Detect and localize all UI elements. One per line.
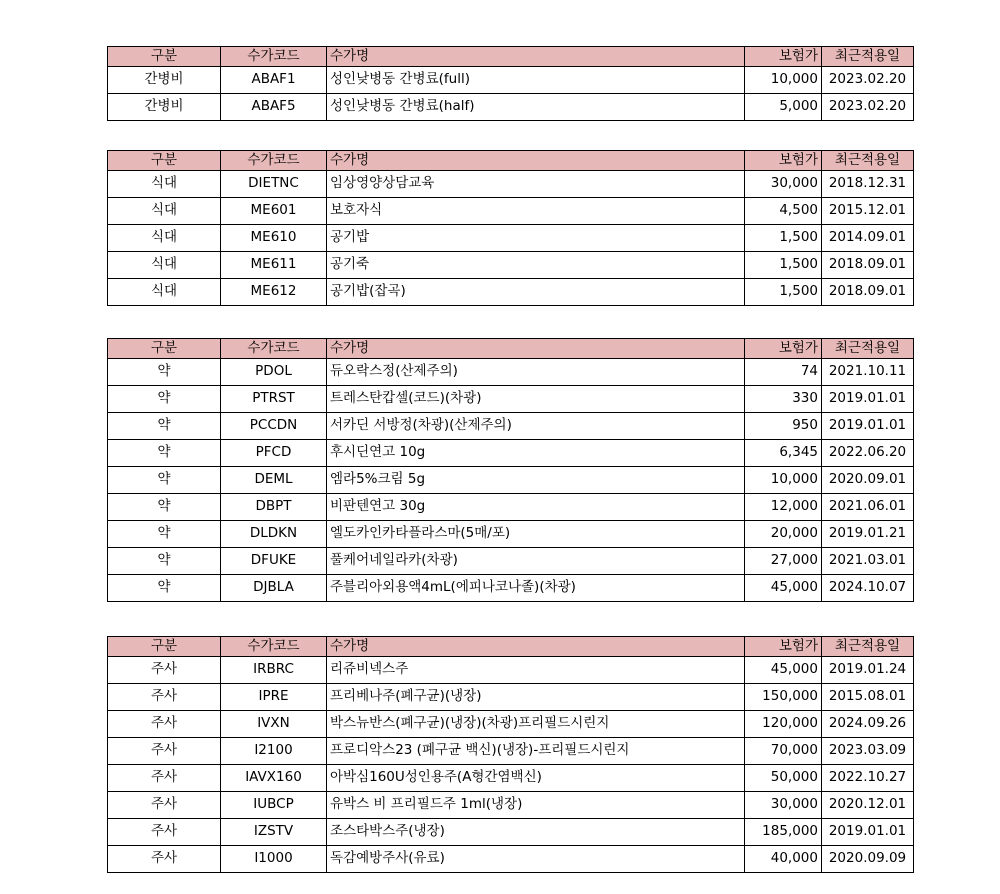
table-row [108,548,914,575]
cell-price: 12,000 [745,494,822,521]
cell-category: 식대 [108,171,221,198]
cell-price: 10,000 [745,467,822,494]
cell-price: 50,000 [745,765,822,792]
header-name: 수가명 [327,637,745,657]
table-row [108,67,914,94]
cell-category: 주사 [108,792,221,819]
cell-category: 식대 [108,225,221,252]
cell-code: PDOL [221,359,327,386]
cell-category: 약 [108,521,221,548]
cell-name: 임상영양상담교육 [327,171,745,198]
cell-category: 주사 [108,819,221,846]
cell-date: 2019.01.21 [822,521,914,548]
table-row [108,765,914,792]
cell-date: 2015.12.01 [822,198,914,225]
table-header-row [108,637,914,657]
cell-category: 식대 [108,252,221,279]
table-row [108,684,914,711]
cell-price: 1,500 [745,252,822,279]
table-row [108,846,914,873]
cell-date: 2021.06.01 [822,494,914,521]
cell-code: I1000 [221,846,327,873]
table-row [108,575,914,602]
cell-date: 2020.12.01 [822,792,914,819]
header-category: 구분 [108,151,221,171]
cell-code: ME601 [221,198,327,225]
fee-table-medicine [107,338,914,602]
cell-code: PFCD [221,440,327,467]
cell-price: 74 [745,359,822,386]
cell-date: 2023.03.09 [822,738,914,765]
header-date: 최근적용일 [822,339,914,359]
cell-price: 6,345 [745,440,822,467]
cell-date: 2022.10.27 [822,765,914,792]
table-row [108,359,914,386]
table-header-row [108,47,914,67]
header-name: 수가명 [327,47,745,67]
cell-name: 유박스 비 프리필드주 1ml(냉장) [327,792,745,819]
cell-name: 프로디악스23 (폐구균 백신)(냉장)-프리필드시린지 [327,738,745,765]
cell-code: IVXN [221,711,327,738]
cell-date: 2021.03.01 [822,548,914,575]
cell-code: PTRST [221,386,327,413]
cell-date: 2020.09.09 [822,846,914,873]
cell-price: 30,000 [745,171,822,198]
cell-date: 2020.09.01 [822,467,914,494]
cell-name: 박스뉴반스(폐구균)(냉장)(차광)프리필드시린지 [327,711,745,738]
header-price: 보험가 [745,339,822,359]
cell-name: 공기밥(잡곡) [327,279,745,306]
cell-price: 70,000 [745,738,822,765]
header-price: 보험가 [745,47,822,67]
cell-category: 주사 [108,711,221,738]
cell-category: 약 [108,440,221,467]
cell-date: 2019.01.01 [822,819,914,846]
cell-code: DLDKN [221,521,327,548]
cell-price: 5,000 [745,94,822,121]
header-category: 구분 [108,339,221,359]
cell-date: 2024.10.07 [822,575,914,602]
cell-name: 성인낮병동 간병료(half) [327,94,745,121]
cell-category: 약 [108,575,221,602]
cell-price: 1,500 [745,279,822,306]
cell-code: ABAF5 [221,94,327,121]
cell-name: 주블리아외용액4mL(에피나코나졸)(차광) [327,575,745,602]
cell-category: 주사 [108,765,221,792]
header-code: 수가코드 [221,637,327,657]
cell-category: 약 [108,467,221,494]
cell-name: 트레스탄캅셀(코드)(차광) [327,386,745,413]
cell-date: 2019.01.24 [822,657,914,684]
cell-date: 2023.02.20 [822,67,914,94]
cell-code: IPRE [221,684,327,711]
cell-name: 리쥬비넥스주 [327,657,745,684]
cell-code: IZSTV [221,819,327,846]
cell-date: 2019.01.01 [822,413,914,440]
cell-date: 2018.09.01 [822,279,914,306]
cell-date: 2015.08.01 [822,684,914,711]
header-code: 수가코드 [221,47,327,67]
cell-category: 주사 [108,657,221,684]
cell-price: 27,000 [745,548,822,575]
header-name: 수가명 [327,339,745,359]
cell-code: IRBRC [221,657,327,684]
table-row [108,279,914,306]
table-row [108,819,914,846]
cell-date: 2019.01.01 [822,386,914,413]
cell-date: 2018.12.31 [822,171,914,198]
table-row [108,711,914,738]
cell-price: 40,000 [745,846,822,873]
cell-price: 45,000 [745,575,822,602]
cell-category: 약 [108,413,221,440]
header-category: 구분 [108,637,221,657]
cell-name: 공기죽 [327,252,745,279]
header-date: 최근적용일 [822,47,914,67]
table-row [108,413,914,440]
table-header-row [108,151,914,171]
cell-code: ABAF1 [221,67,327,94]
cell-category: 약 [108,386,221,413]
cell-date: 2023.02.20 [822,94,914,121]
cell-name: 후시딘연고 10g [327,440,745,467]
header-date: 최근적용일 [822,151,914,171]
cell-name: 보호자식 [327,198,745,225]
table-header-row [108,339,914,359]
cell-date: 2022.06.20 [822,440,914,467]
header-code: 수가코드 [221,151,327,171]
table-row [108,252,914,279]
cell-date: 2024.09.26 [822,711,914,738]
fee-table-meals [107,150,914,306]
cell-category: 약 [108,548,221,575]
cell-name: 성인낮병동 간병료(full) [327,67,745,94]
cell-code: DBPT [221,494,327,521]
cell-code: IAVX160 [221,765,327,792]
cell-name: 독감예방주사(유료) [327,846,745,873]
header-date: 최근적용일 [822,637,914,657]
header-price: 보험가 [745,637,822,657]
cell-price: 1,500 [745,225,822,252]
cell-name: 아박심160U성인용주(A형간염백신) [327,765,745,792]
cell-category: 식대 [108,198,221,225]
cell-price: 330 [745,386,822,413]
cell-name: 서카딘 서방정(차광)(산제주의) [327,413,745,440]
cell-code: PCCDN [221,413,327,440]
cell-price: 150,000 [745,684,822,711]
cell-category: 간병비 [108,94,221,121]
cell-code: IUBCP [221,792,327,819]
cell-date: 2021.10.11 [822,359,914,386]
cell-code: DEML [221,467,327,494]
fee-table-caregiving [107,46,914,121]
table-row [108,738,914,765]
cell-code: DFUKE [221,548,327,575]
cell-category: 약 [108,494,221,521]
cell-name: 엠라5%크림 5g [327,467,745,494]
cell-code: DJBLA [221,575,327,602]
cell-code: ME612 [221,279,327,306]
table-row [108,386,914,413]
header-code: 수가코드 [221,339,327,359]
cell-name: 비판텐연고 30g [327,494,745,521]
table-row [108,440,914,467]
cell-price: 120,000 [745,711,822,738]
cell-price: 20,000 [745,521,822,548]
table-row [108,198,914,225]
cell-name: 엘도카인카타플라스마(5매/포) [327,521,745,548]
cell-price: 10,000 [745,67,822,94]
cell-category: 주사 [108,846,221,873]
cell-code: ME611 [221,252,327,279]
cell-date: 2018.09.01 [822,252,914,279]
cell-code: DIETNC [221,171,327,198]
cell-name: 조스타박스주(냉장) [327,819,745,846]
cell-name: 프리베나주(폐구균)(냉장) [327,684,745,711]
table-row [108,467,914,494]
table-row [108,657,914,684]
header-name: 수가명 [327,151,745,171]
header-category: 구분 [108,47,221,67]
cell-price: 185,000 [745,819,822,846]
cell-price: 30,000 [745,792,822,819]
cell-category: 주사 [108,738,221,765]
cell-category: 식대 [108,279,221,306]
table-row [108,494,914,521]
cell-category: 약 [108,359,221,386]
cell-name: 공기밥 [327,225,745,252]
cell-price: 950 [745,413,822,440]
cell-date: 2014.09.01 [822,225,914,252]
cell-code: I2100 [221,738,327,765]
cell-name: 듀오락스정(산제주의) [327,359,745,386]
cell-code: ME610 [221,225,327,252]
table-row [108,94,914,121]
cell-price: 4,500 [745,198,822,225]
header-price: 보험가 [745,151,822,171]
table-row [108,521,914,548]
cell-category: 간병비 [108,67,221,94]
cell-category: 주사 [108,684,221,711]
fee-table-injection [107,636,914,873]
table-row [108,171,914,198]
table-row [108,225,914,252]
cell-price: 45,000 [745,657,822,684]
table-row [108,792,914,819]
cell-name: 풀케어네일라카(차광) [327,548,745,575]
